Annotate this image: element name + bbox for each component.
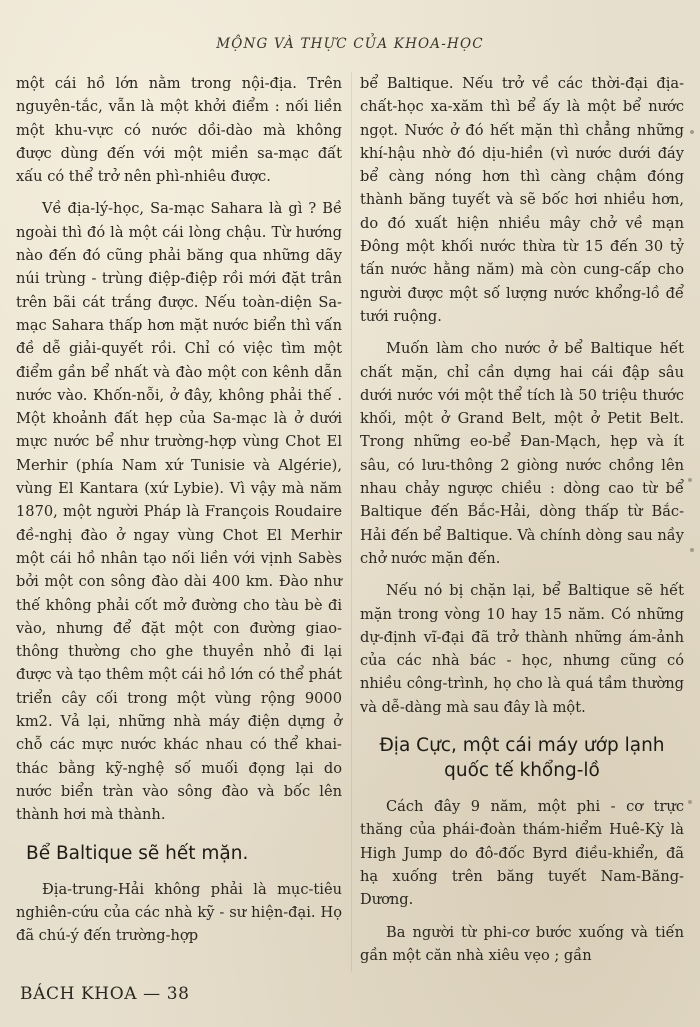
running-head: MỘNG VÀ THỰC CỦA KHOA-HỌC [216, 36, 484, 52]
right-paragraph-2: Muốn làm cho nước ở bể Baltique hết chất mặn, chỉ cần dựng hai cái đập sâu dưới nước với một thể tích là 50 triệu thước khối, một ở Grand Belt, một ở Petit Belt. Trong những eo-bể Đan-Mạch, hẹp và ít sâu, có lưu-thông 2 giòng nước chồng lên nhau chảy ngược chiều : dòng cao từ bể Baltique đến Bắc-Hải, dòng thấp từ Bắc-Hải đến bể Baltique. Và chính dòng sau nầy chở nước mặn đến. [360, 340, 684, 567]
right-paragraph-1: bể Baltique. Nếu trở về các thời-đại địa-chất-học xa-xăm thì bể ấy là một bể nước ngọt. Nước ở đó hết mặn thì chẳng những khí-hậu nhờ đó dịu-hiền (vì nước dưới đáy bể càng nóng hơn thì càng chậm đóng thành băng tuyết và sẽ bốc hơi nhiều hơn, do đó xuất hiện nhiều mây chở về mạn Đông một khối nước thừa từ 15 đến 30 tỷ tấn nước hằng năm) mà còn cung-cấp cho người được một số lượng nước khổng-lồ để tưới ruộng. [360, 75, 684, 325]
left-column [16, 72, 342, 956]
left-paragraph-1: một cái hồ lớn nằm trong nội-địa. Trên nguyên-tắc, vẫn là một khởi điểm : nối liền một khu-vực có nước dồi-dào mà không được dùng đến với một miền sa-mạc đất xấu có thể trở nên phì-nhiêu được. [16, 75, 342, 186]
right-paragraph-4: Cách đây 9 năm, một phi - cơ trực thăng của phái-đoàn thám-hiểm Huê-Kỳ là High Jump do đô-đốc Byrd điều-khiển, đã hạ xuống trên băng tuyết Nam-Băng-Dương. [360, 798, 684, 909]
section-heading-baltique: Bể Baltique sẽ hết mặn. [26, 842, 249, 864]
section-heading-polar [360, 733, 684, 783]
right-paragraph-3: Nếu nó bị chặn lại, bể Baltique sẽ hết mặn trong vòng 10 hay 15 năm. Có những dự-định vĩ-đại đã trở thành những ám-ảnh của các nhà bác - học, nhưng cũng có nhiều công-trình, họ cho là quá tầm thường và dễ-dàng mà sau đây là một. [360, 582, 684, 716]
left-paragraph-3: Địa-trung-Hải không phải là mục-tiêu nghiên-cứu của các nhà kỹ - sư hiện-đại. Họ đã chú-ý đến trường-hợp [16, 880, 342, 945]
section-heading-polar-line-2: quốc tế khổng-lồ [444, 760, 600, 782]
paper-speck [690, 130, 694, 134]
paper-speck [688, 800, 692, 804]
column-gutter [351, 72, 352, 972]
right-column [360, 72, 684, 976]
paper-speck [690, 548, 694, 552]
page-footer: BÁCH KHOA — 38 [20, 984, 190, 1004]
right-paragraph-5: Ba người từ phi-cơ bước xuống và tiến gần một căn nhà xiêu vẹo ; gần [360, 923, 684, 964]
left-paragraph-2: Về địa-lý-học, Sa-mạc Sahara là gì ? Bề ngoài thì đó là một cái lòng chậu. Từ hướng nào đến đó cũng phải băng qua những dãy núi trùng - trùng điệp-điệp rồi mới đặt trân trên bãi cát trắng được. Nếu toàn-diện Sa-mạc Sahara thấp hơn mặt nước biển thì vấn đề dễ giải-quyết rồi. Chỉ có việc tìm một điểm gần bể nhất và đào một con kênh dẫn nước vào. Khốn-nỗi, ở đây, không phải thế . Một khoảnh đất hẹp của Sa-mạc là ở dưới mực nước bể như trường-hợp vùng Chot El Merhir (phía Nam xứ Tunisie và Algérie), vùng El Kantara (xứ Lybie). Vì vậy mà năm 1870, một người Pháp là François Roudaire đề-nghị đào ở ngay vùng Chot El Merhir một cái hồ nhân tạo nối liền với vịnh Sabès bởi một con sông đào dài 400 km. Đào như thế không phải cốt mở đường cho tàu bè đi vào, nhưng để đặt một con đường giao-thông thường cho ghe thuyền nhỏ đi lại được và tạo thêm một cái hồ lớn có thể phát triển cây cối trong một vùng rộng 9000 km2. Vả lại, những nhà máy điện dựng ở chỗ các mực nước khác nhau có thể khai-thác bằng kỹ-nghệ số muối đọng lại do nước biển tràn vào sông đào và bốc lên thành hơi mà thành. [16, 200, 342, 824]
section-heading-polar-line-1: Địa Cực, một cái máy ướp lạnh [379, 735, 665, 757]
paper-speck [688, 478, 692, 482]
